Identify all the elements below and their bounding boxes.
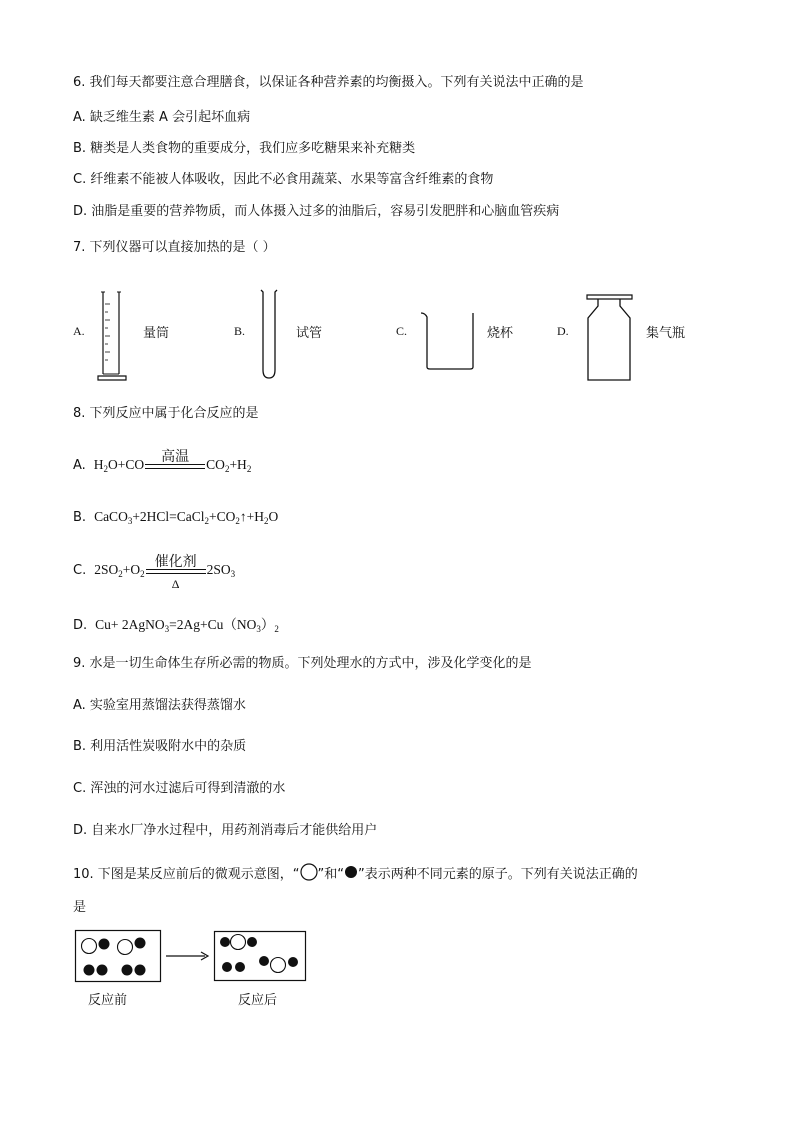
- q7-option-a-name: 量筒: [143, 326, 170, 341]
- q8-option-c-left: $2SO_2+O_2$: [94, 562, 145, 579]
- q8-option-c-label: C.: [73, 563, 87, 578]
- q7-option-b-name: 试管: [296, 326, 323, 341]
- gas-collecting-bottle-icon: [584, 292, 636, 384]
- filled-circle-atom-icon: [344, 865, 358, 879]
- q7-option-d-label[interactable]: D.: [557, 324, 569, 338]
- after-reaction-diagram: [214, 931, 306, 981]
- q8-option-d-equation: $Cu+ 2AgNO_3=2Ag+Cu(NO_3)_2$: [95, 617, 279, 634]
- beaker-icon: [419, 311, 479, 373]
- q7-option-a-label[interactable]: A.: [73, 324, 85, 338]
- q8-stem: 8. 下列反应中属于化合反应的是: [73, 406, 259, 421]
- q6-option-c[interactable]: C. 纤维素不能被人体吸收，因此不必食用蔬菜、水果等富含纤维素的食物: [73, 172, 494, 187]
- q7-option-d-name: 集气瓶: [646, 326, 686, 341]
- q6-option-d[interactable]: D. 油脂是重要的营养物质，而人体摄入过多的油脂后，容易引发肥胖和心脑血管疾病: [73, 204, 560, 219]
- q9-option-d[interactable]: D. 自来水厂净水过程中，用药剂消毒后才能供给用户: [73, 823, 378, 838]
- q7-stem: 7. 下列仪器可以直接加热的是（ ）: [73, 240, 276, 255]
- q8-option-c-right: $2SO_3$: [206, 562, 236, 579]
- q8-option-c-condition-bottom: Δ: [171, 577, 180, 591]
- test-tube-icon: [258, 288, 282, 380]
- q7-option-b-label[interactable]: B.: [234, 324, 246, 338]
- q6-option-a[interactable]: A. 缺乏维生素 A 会引起坏血病: [73, 110, 251, 125]
- q9-option-a[interactable]: A. 实验室用蒸馏法获得蒸馏水: [73, 698, 246, 713]
- q9-option-b[interactable]: B. 利用活性炭吸附水中的杂质: [73, 739, 247, 754]
- q10-stem: 10. 下图是某反应前后的微观示意图，“ ”和“ ”表示两种不同元素的原子。下列有关说法正确的: [73, 863, 638, 884]
- reaction-arrow-catalyst-heat: [146, 554, 206, 591]
- q7-option-c-name: 烧杯: [487, 326, 514, 341]
- reaction-arrow-icon: [165, 950, 210, 962]
- q8-option-a-left: $H_2O+CO$: [93, 457, 145, 474]
- q8-option-a-label: A.: [73, 458, 86, 473]
- q8-option-b-equation: $CaCO_3+2HCl=CaCl_2+CO_2↑+H_2O$: [94, 509, 279, 526]
- after-reaction-label: 反应后: [238, 993, 278, 1008]
- q6-stem: 6. 我们每天都要注意合理膳食，以保证各种营养素的均衡摄入。下列有关说法中正确的是: [73, 75, 584, 90]
- q8-option-c-condition-top: 催化剂: [154, 554, 197, 570]
- q9-stem: 9. 水是一切生命体生存所必需的物质。下列处理水的方式中，涉及化学变化的是: [73, 656, 532, 671]
- q8-option-b-label: B.: [73, 510, 87, 525]
- open-circle-atom-icon: [300, 863, 318, 881]
- q8-option-c[interactable]: [73, 554, 236, 591]
- q7-option-c-label[interactable]: C.: [396, 324, 408, 338]
- q10-stem-line2: 是: [73, 900, 87, 915]
- q8-option-a-condition: 高温: [161, 449, 190, 465]
- q8-option-d-label: D.: [73, 618, 88, 633]
- q9-option-c[interactable]: C. 浑浊的河水过滤后可得到清澈的水: [73, 781, 286, 796]
- q8-option-b[interactable]: [73, 509, 278, 525]
- before-reaction-label: 反应前: [88, 993, 128, 1008]
- q8-option-a-right: $CO_2+H_2$: [206, 457, 252, 474]
- reaction-arrow-high-temp: [145, 449, 205, 469]
- q8-option-d[interactable]: [73, 613, 279, 633]
- before-reaction-diagram: [75, 930, 161, 982]
- q6-option-b[interactable]: B. 糖类是人类食物的重要成分，我们应多吃糖果来补充糖类: [73, 141, 416, 156]
- graduated-cylinder-icon: [96, 290, 136, 382]
- q8-option-a[interactable]: [73, 449, 252, 474]
